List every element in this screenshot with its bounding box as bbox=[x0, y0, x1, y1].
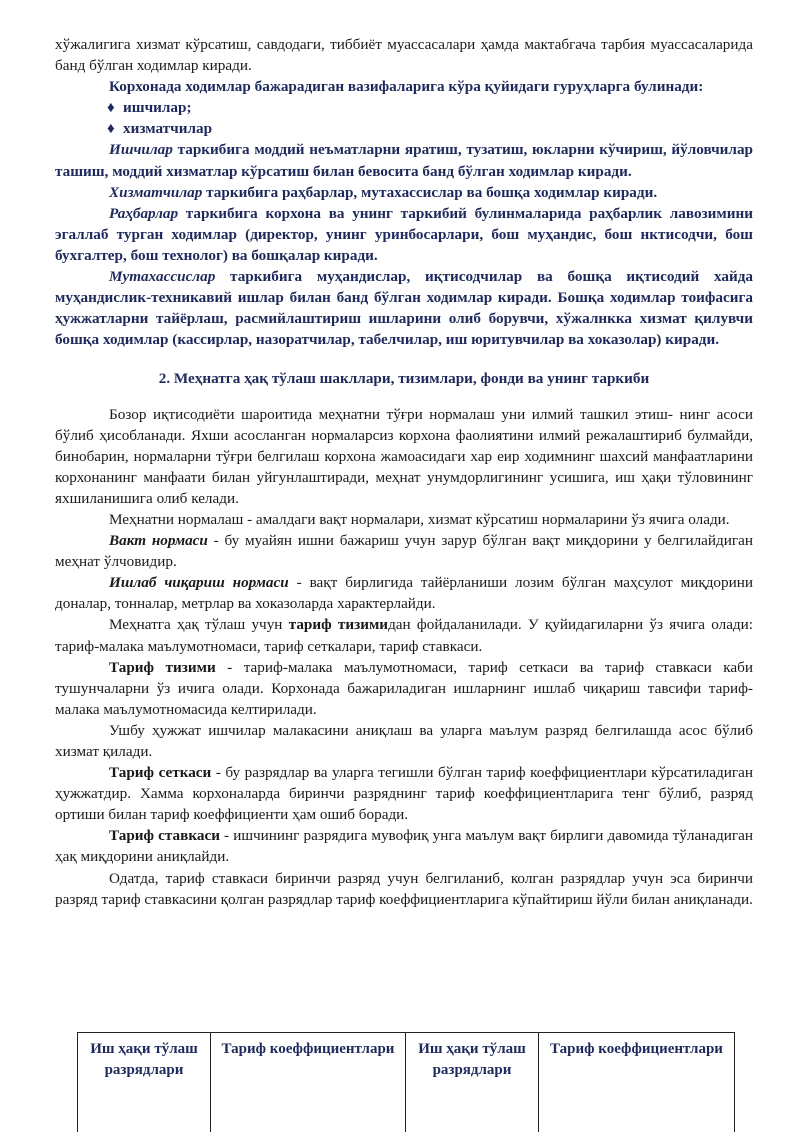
definition: - бу разрядлар ва уларга тегишли бўлган тариф коеффициентлари кўрсатиладиган ҳужжатдир. Хамма корхоналарда биринчи разряднинг тариф коеффициентларига тенг бўлиб, разряд ортиши билан тариф коеффициенти ҳам ошиб боради. bbox=[55, 764, 753, 824]
definition: - вақт бирлигида тайёрланиши лозим бўлган маҳсулот миқдорини доналар, тонналар, метрлар ва хоказоларда характерлайди. bbox=[55, 574, 753, 613]
paragraph-tariff-usage bbox=[55, 614, 753, 656]
employees-paragraph bbox=[55, 182, 753, 203]
workers-paragraph bbox=[55, 139, 753, 181]
text-after: дан фойдаланилади. У қуйидагиларни ўз ячига олади: тариф-малака маълумотномаси, тариф сеткалари, тариф ставкаси. bbox=[55, 616, 754, 655]
term: Тариф ставкаси bbox=[109, 827, 220, 845]
paragraph-rate-calc: Одатда, тариф ставкаси биринчи разряд учун белгиланиб, колган разрядлар учун эса биринчи разряд тариф ставкасини қолган разрядлар тариф коеффициентларига кўпайтириш йўли билан аниқланади. bbox=[55, 869, 753, 908]
bullet-text: ишчилар; bbox=[123, 99, 192, 117]
tariff-table bbox=[77, 1032, 735, 1132]
paragraph-tariff-system bbox=[55, 657, 753, 720]
diamond-bullet-icon: ♦ bbox=[107, 120, 115, 138]
paragraph-time-norm bbox=[55, 530, 753, 572]
table-header-cell: Иш ҳақи тўлаш разрядлари bbox=[406, 1033, 539, 1132]
section-heading: 2. Меҳнатга ҳақ тўлаш шакллари, тизимлари, фонди ва унинг таркиби bbox=[158, 370, 650, 388]
term: Хизматчилар bbox=[109, 183, 203, 201]
specialists-paragraph bbox=[55, 266, 753, 350]
definition: - бу муайян ишни бажариш учун зарур бўлган вақт миқдорини у белгилайдиган меҳнат ўлчовидир. bbox=[55, 532, 753, 571]
paragraph-tariff-grid bbox=[55, 762, 753, 825]
bullet-text: хизматчилар bbox=[123, 120, 213, 138]
term: Ишлаб чиқариш нормаси bbox=[109, 574, 289, 592]
definition: - ишчининг разрядига мувофиқ унга маълум вақт бирлиги давомида тўланадиган ҳақ миқдорини аниқлайди. bbox=[55, 827, 754, 866]
definition: - тариф-малака маълумотномаси, тариф сеткаси ва тариф ставкаси каби тушунчаларни ўз ичига олади. Корхонада бажариладиган ишларнинг ишлаб чиқариш тавсифи тариф-малака маълумотномасида келтирилади. bbox=[55, 658, 753, 718]
table-header-cell: Тариф коеффициентлари bbox=[211, 1033, 406, 1132]
definition: таркибига корхона ва унинг таркибий булинмаларида раҳбарлик лавозимини эгаллаб турган ходимлар (директор, унинг уринбосарлари, бош муҳандис, бош нктисодчи, бош бухгалтер, бош технолог) ва бошқалар киради. bbox=[55, 204, 753, 264]
paragraph-norms: Бозор иқтисодиёти шароитида меҳнатни тўғри нормалаш уни илмий ташкил этиш- нинг асоси бўлиб ҳисобланади. Яхши асосланган нормаларсиз корхона фаолиятини илмий режалаштириб булмайди, бинобарин, нормаларни тўғри белгилаш корхона жамоасидаги хар еир ходимнинг шахсий манфаатларини корхонанинг манфаати билан уйгунлаштиради, меҳнат унумдорлигининг усишига, иш ҳақи тўловининг яхшиланишига олиб келади. bbox=[55, 405, 753, 507]
text-before: Меҳнатга ҳақ тўлаш учун bbox=[109, 616, 289, 634]
term: Мутахассислар bbox=[109, 268, 216, 286]
definition: таркибига раҳбарлар, мутахассислар ва бошқа ходимлар киради. bbox=[202, 183, 658, 201]
paragraph-norming: Меҳнатни нормалаш - амалдаги вақт нормалари, хизмат кўрсатиш нормаларини ўз ячига олади. bbox=[109, 510, 730, 528]
term: Раҳбарлар bbox=[109, 204, 179, 222]
definition: таркибига моддий неъматларни яратиш, тузатиш, юкларни кўчириш, йўловчилар ташиш, моддий хизматлар кўрсатиш билан бевосита банд бўлган ходимлар киради. bbox=[55, 141, 753, 180]
term: Тариф тизими bbox=[109, 658, 216, 676]
term: Ишчилар bbox=[109, 141, 173, 159]
bullet-item-employees bbox=[55, 118, 753, 139]
term: Тариф сеткаси bbox=[109, 764, 212, 782]
table-header-cell: Тариф коеффициентлари bbox=[550, 1041, 723, 1057]
definition: таркибига муҳандислар, иқтисодчилар ва бошқа иқтисодий хайда муҳандислик-техникавий ишлар билан банд бўлган ходимлар киради. Бошқа ходимлар тоифасига ҳужжатларни тайёрлаш, расмийлаштириш ишларини олиб борувчи, хўжалнкка хизмат қилувчи бошқа ходимлар (кассирлар, назоратчилар, табелчилар, иш юритувчилар ва хоказолар) киради. bbox=[55, 268, 753, 349]
paragraph-production-norm bbox=[55, 572, 753, 614]
intro-paragraph: хўжалигига хизмат кўрсатиш, савдодаги, тиббиёт муассасалари ҳамда мактабгача тарбия муассасаларида банд бўлган ходимлар киради. bbox=[55, 36, 753, 75]
managers-paragraph bbox=[55, 203, 753, 266]
diamond-bullet-icon: ♦ bbox=[107, 99, 115, 117]
document-body bbox=[55, 34, 753, 910]
paragraph-tariff-rate bbox=[55, 825, 753, 867]
table-header-cell: Иш ҳақи тўлаш разрядлари bbox=[78, 1033, 211, 1132]
term: Вакт нормаси bbox=[109, 532, 208, 550]
bullet-item-workers bbox=[55, 97, 753, 118]
term: тариф тизими bbox=[288, 616, 389, 634]
paragraph-document: Ушбу ҳужжат ишчилар малакасини аниқлаш ва уларга маълум разряд белгилашда асос бўлиб хизмат қилади. bbox=[55, 721, 753, 760]
groups-intro: Корхонада ходимлар бажарадиган вазифаларига кўра қуйидаги гуруҳларга булинади: bbox=[109, 78, 704, 96]
